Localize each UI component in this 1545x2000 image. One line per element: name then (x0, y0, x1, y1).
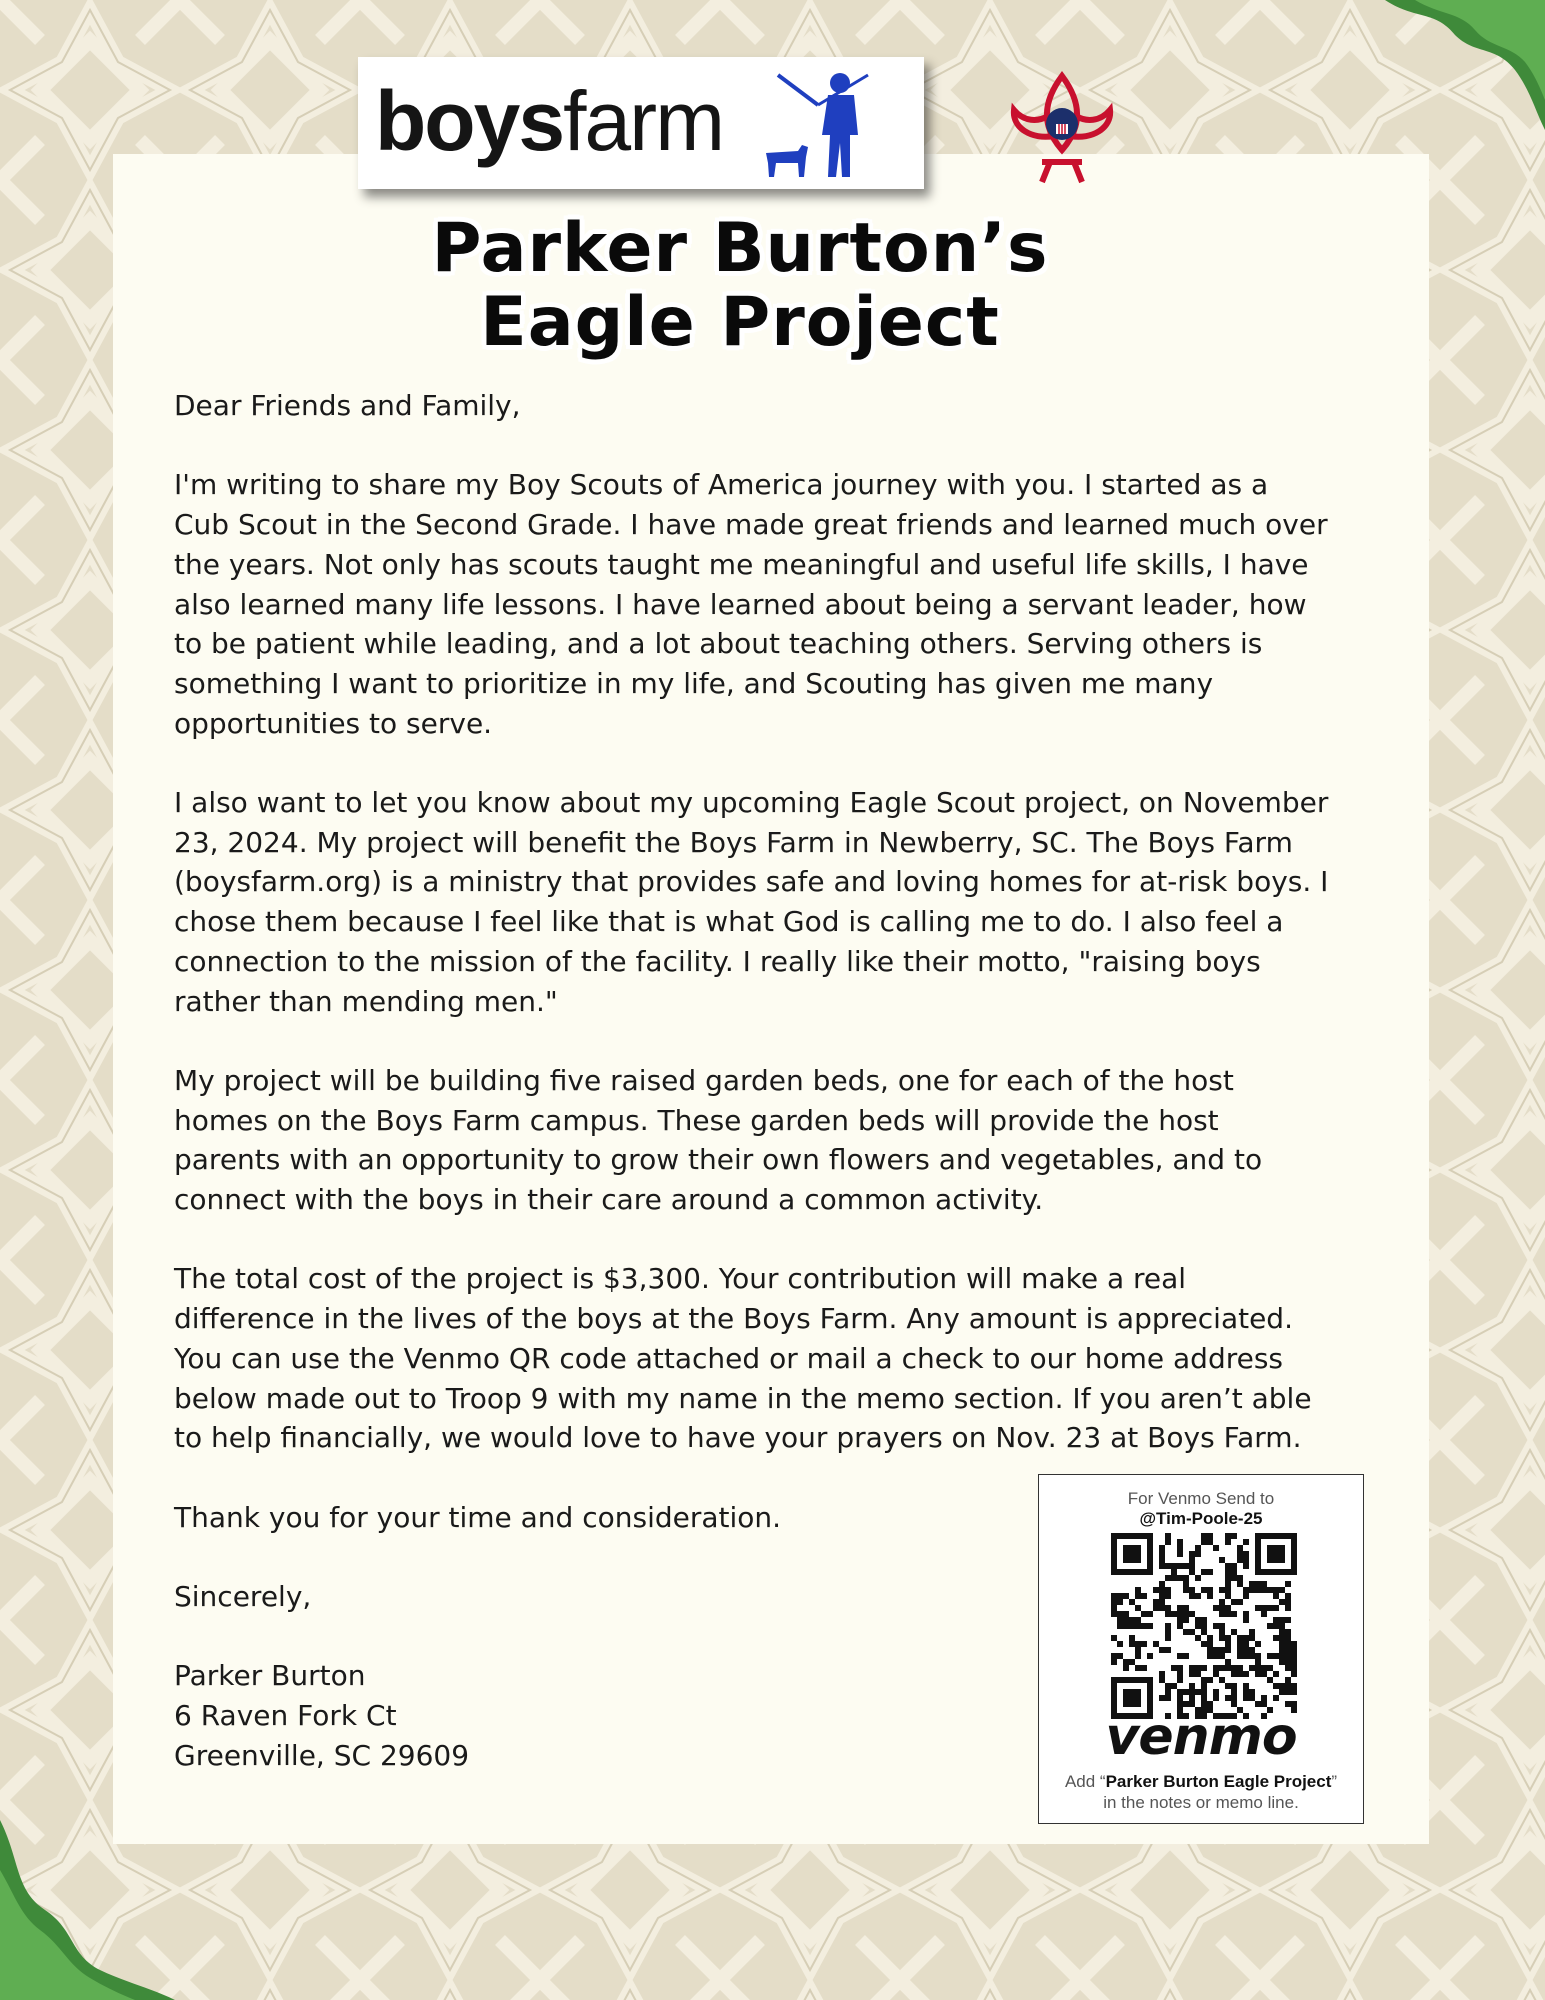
page-title (300, 209, 1180, 362)
title-line-1: Parker Burton’s (431, 209, 1049, 288)
paragraph-project-announcement: I also want to let you know about my upcoming Eagle Scout project, on November 23, 2024. My project will benefit the Boys Farm in Newberry, SC. The Boys Farm (boysfarm.org) is a ministry that provides safe and loving homes for at-risk boys. I chose them because I feel like that is what God is calling me to do. I also feel a connection to the mission of the facility. I really like their motto, "raising boys rather than mending men." (174, 786, 1329, 1018)
boysfarm-wordmark: boysfarm (375, 74, 724, 168)
signature-name: Parker Burton (174, 1659, 366, 1693)
boysfarm-logo (358, 57, 924, 189)
address-line-1: 6 Raven Fork Ct (174, 1699, 397, 1733)
venmo-send-to (1039, 1489, 1363, 1529)
venmo-qr-code[interactable] (1111, 1533, 1297, 1719)
venmo-note-line-2: in the notes or memo line. (1103, 1793, 1299, 1812)
greeting: Dear Friends and Family, (174, 389, 521, 422)
paragraph-donation-request: The total cost of the project is $3,300. Your contribution will make a real difference in the lives of the boys at the Boys Farm. Any amount is appreciated. You can use the Venmo QR code attached or mail a check to our home address below made out to Troop 9 with my name in the memo section. If you aren’t able to help financially, we would love to have your prayers on Nov. 23 at Boys Farm. (174, 1262, 1312, 1455)
title-line-2: Eagle Project (480, 283, 1000, 362)
paragraph-journey: I'm writing to share my Boy Scouts of America journey with you. I started as a Cub Scout in the Second Grade. I have made great friends and learned much over the years. Not only has scouts taught me meaningful and useful life skills, I have also learned many life lessons. I have learned about being a servant leader, how to be patient while leading, and a lot about teaching others. Serving others is something I want to prioritize in my life, and Scouting has given me many opportunities to serve. (174, 468, 1328, 740)
boy-with-dog-icon (758, 65, 908, 185)
venmo-handle: @Tim-Poole-25 (1139, 1509, 1263, 1528)
venmo-qr-card (1038, 1474, 1364, 1824)
corner-ornament-top-right (1345, 0, 1545, 150)
venmo-note-instructions: Add “Parker Burton Eagle Project” in the notes or memo line. (1039, 1771, 1363, 1813)
address-line-2: Greenville, SC 29609 (174, 1738, 470, 1772)
bsa-fleur-de-lis-icon (1002, 70, 1122, 190)
paragraph-project-description: My project will be building five raised garden beds, one for each of the host homes on the Boys Farm campus. These garden beds will provide the host parents with an opportunity to grow their own flowers and vegetables, and to connect with the boys in their care around a common activity. (174, 1063, 1263, 1217)
venmo-send-to-label: For Venmo Send to (1127, 1489, 1275, 1508)
closing: Sincerely, (174, 1580, 312, 1613)
venmo-note-text: Parker Burton Eagle Project (1105, 1772, 1332, 1791)
thank-you-line: Thank you for your time and consideration. (174, 1500, 782, 1534)
venmo-logo: venmo (1105, 1707, 1297, 1767)
